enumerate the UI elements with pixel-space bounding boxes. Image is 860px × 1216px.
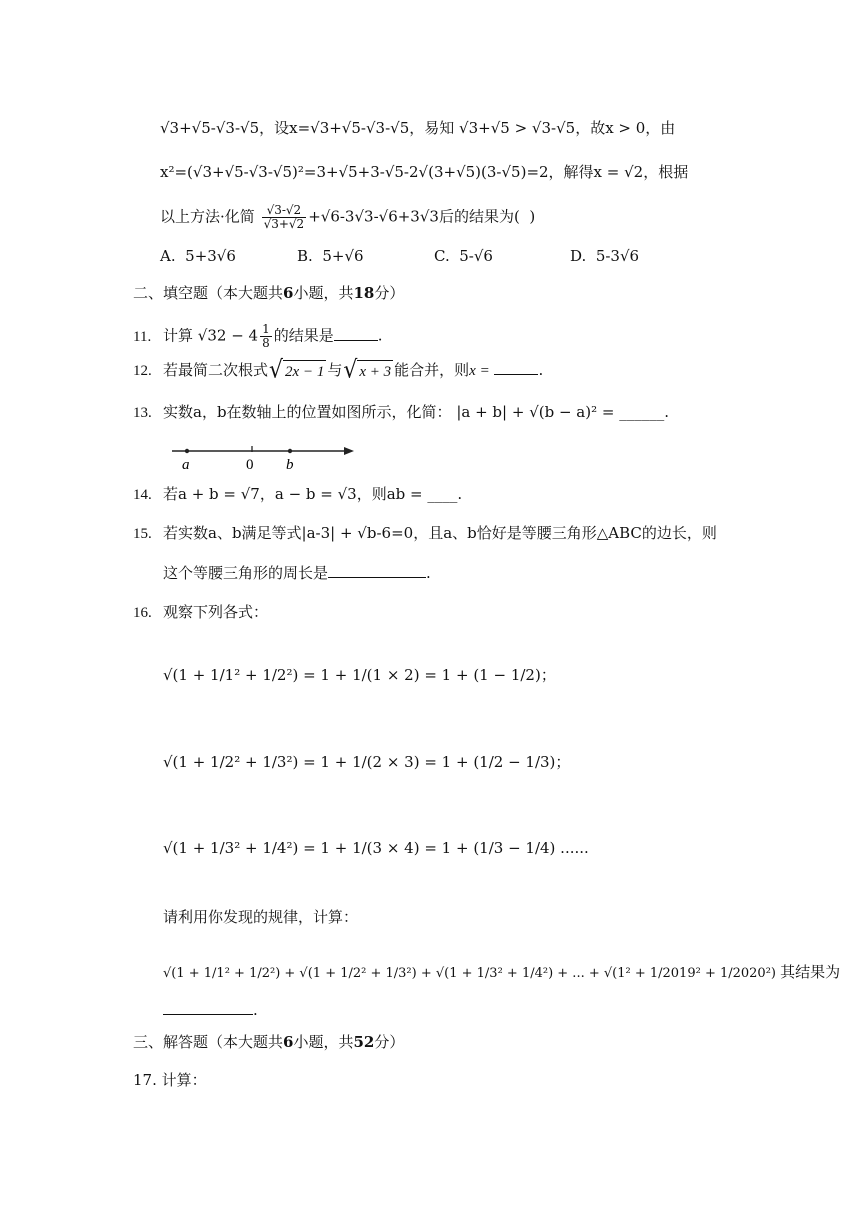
option-text: 5+√6 — [322, 247, 364, 265]
option-letter: D. — [570, 247, 587, 265]
section-2-prefix: 二、填空题（本大题共 — [133, 284, 284, 302]
section-2-mid: 小题，共 — [293, 284, 354, 302]
q12-text-b: 能合并，则 — [394, 361, 470, 379]
section-2-score: 18 — [353, 284, 375, 302]
section-2-header — [133, 283, 404, 303]
q12-text-a: 若最简二次根式 — [163, 361, 269, 379]
q16-equation-1: √(1 + 1/1² + 1/2²) = 1 + 1/(1 × 2) = 1 + (1 − 1/2)； — [163, 666, 556, 684]
q16-answer-blank[interactable] — [163, 1014, 253, 1015]
q11-text-a: 计算 — [163, 326, 194, 345]
section-3-suffix: 分） — [374, 1033, 405, 1051]
section-3-mid: 小题，共 — [293, 1033, 354, 1051]
q16-answer-line — [163, 1000, 258, 1020]
number-line-arrow-icon — [344, 447, 354, 455]
q12-answer-blank[interactable] — [494, 374, 538, 375]
q16-sum: √(1 + 1/1² + 1/2²) + √(1 + 1/2² + 1/3²) + √(1 + 1/3² + 1/4²) + ... + √(1² + 1/2019² + 1/2020²) — [163, 966, 776, 981]
q12-radicand-1: 2x − 1 — [283, 360, 326, 382]
number-line-label-0: 0 — [246, 457, 254, 473]
option-text: 5-3√6 — [595, 247, 640, 265]
q11-fraction — [260, 323, 272, 350]
q11-number: 11. — [133, 328, 152, 345]
q13-expression: |a + b| + √(b − a)² = ______. — [456, 403, 669, 421]
q10-line-1 — [160, 118, 675, 138]
q15-line-2 — [163, 563, 431, 583]
q12-radical-2 — [343, 356, 393, 385]
q16-equation-3: √(1 + 1/3² + 1/4²) = 1 + 1/(3 × 4) = 1 + (1/3 − 1/4) ...... — [163, 839, 589, 857]
q11-fraction-numerator: 1 — [262, 322, 270, 336]
q11-expression: √32 − 4 — [197, 326, 259, 345]
q16-end: . — [253, 1001, 258, 1019]
q12-number: 12. — [133, 363, 152, 379]
q12-variable: x = — [469, 363, 490, 379]
q10-option-c — [434, 247, 493, 265]
radical-sign-icon: √ — [343, 356, 358, 385]
number-line-label-b: b — [286, 457, 294, 473]
q10-fraction-denominator: √3+√2 — [263, 217, 305, 231]
q12-radicand-2: x + 3 — [357, 360, 393, 382]
q12 — [133, 356, 544, 385]
q12-text-mid: 与 — [327, 361, 343, 379]
section-3-count: 6 — [283, 1033, 294, 1051]
point-a-marker — [185, 449, 189, 453]
q16-tail: 其结果为 — [780, 963, 841, 981]
section-3-header — [133, 1032, 404, 1052]
section-3-prefix: 三、解答题（本大题共 — [133, 1033, 284, 1051]
radical-sign-icon: √ — [269, 356, 284, 385]
q15-text-2: 这个等腰三角形的周长是 — [163, 564, 329, 582]
q16-equation-2: √(1 + 1/2² + 1/3²) = 1 + 1/(2 × 3) = 1 + (1/2 − 1/3)； — [163, 753, 571, 771]
section-2-count: 6 — [283, 284, 294, 302]
number-line-figure — [170, 440, 360, 474]
q11-text-b: 的结果是 — [273, 326, 334, 345]
q16-intro: 观察下列各式： — [163, 603, 269, 621]
q15-number: 15. — [133, 526, 152, 542]
q16-intro-line — [133, 602, 268, 623]
q12-end: . — [538, 361, 544, 379]
q15-text-1: 若实数a、b满足等式|a-3| + √b-6=0，且a、b恰好是等腰三角形△ABC的边长，则 — [163, 524, 717, 542]
q10-line-1-b: √3+√5 > √3-√5，故x > 0，由 — [459, 119, 676, 137]
q11-end: . — [377, 326, 383, 345]
q11-fraction-denominator: 8 — [262, 336, 270, 350]
q11 — [133, 323, 383, 350]
option-text: 5+3√6 — [185, 247, 236, 265]
q13 — [133, 402, 669, 423]
option-letter: B. — [297, 247, 313, 265]
q11-answer-blank[interactable] — [334, 340, 378, 341]
q13-number: 13. — [133, 405, 152, 421]
q12-radical-1 — [269, 356, 326, 385]
option-letter: A. — [160, 247, 176, 265]
q16-sum-expression — [163, 962, 840, 984]
number-line-label-a: a — [182, 457, 190, 473]
section-2-suffix: 分） — [374, 284, 405, 302]
q13-text: 实数a，b在数轴上的位置如图所示，化简： — [163, 403, 452, 421]
q10-option-a — [160, 247, 236, 265]
option-letter: C. — [434, 247, 450, 265]
q15-line-1 — [133, 523, 717, 544]
q16-number: 16. — [133, 605, 152, 621]
q10-line-3-c: ) — [529, 207, 536, 226]
q14-text: 若a + b = √7，a − b = √3，则ab = ____. — [163, 485, 463, 503]
q10-line-2: x²=(√3+√5-√3-√5)²=3+√5+3-√5-2√(3+√5)(3-√5)=2，解得x = √2，根据 — [160, 163, 689, 181]
q10-line-3-b: +√6-3√3-√6+3√3后的结果为( — [308, 207, 520, 226]
option-text: 5-√6 — [459, 247, 493, 265]
q16-ask: 请利用你发现的规律，计算： — [163, 908, 359, 926]
q10-line-3 — [160, 204, 535, 231]
q14-number: 14. — [133, 487, 152, 503]
q10-fraction-numerator: √3-√2 — [262, 204, 307, 218]
q10-line-3-a: 以上方法·化简 — [160, 207, 255, 226]
q10-fraction — [262, 204, 307, 231]
q15-answer-blank[interactable] — [328, 577, 426, 578]
q10-line-1-a: √3+√5-√3-√5，设x=√3+√5-√3-√5，易知 — [160, 119, 455, 137]
point-b-marker — [288, 449, 292, 453]
q14 — [133, 484, 462, 505]
q10-option-b — [297, 247, 364, 265]
q17: 17. 计算： — [133, 1071, 207, 1089]
q15-end: . — [426, 564, 431, 582]
q10-option-d — [570, 247, 639, 265]
section-3-score: 52 — [353, 1033, 375, 1051]
